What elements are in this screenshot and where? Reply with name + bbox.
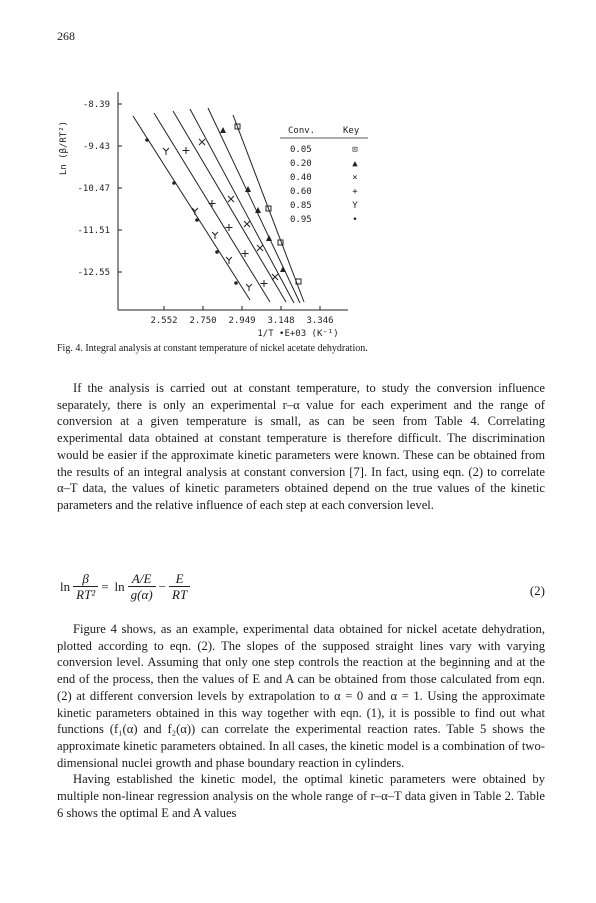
eq-numerator: E: [169, 571, 190, 587]
fit-line-0.95: [133, 116, 250, 300]
legend-conv: 0.60: [290, 187, 312, 197]
x-tick-label: 2.750: [189, 316, 217, 326]
paragraph-1-container: [57, 380, 545, 514]
legend-conv: 0.85: [290, 201, 312, 211]
legend-key: ⊡: [352, 145, 358, 155]
eq-denominator: g(α): [130, 587, 153, 602]
eq-minus: −: [158, 578, 166, 594]
y-tick-label: -12.55: [77, 268, 110, 278]
figure-4-plot: [0, 0, 596, 340]
paragraph: Having established the kinetic model, the optimal kinetic parameters were obtained by multiple non-linear regression analysis on the whole range of r–α–T data given in Table 2. Table 6 shows the optimal E and A values: [57, 772, 545, 820]
eq-ln: ln: [60, 578, 71, 594]
fit-lines: [133, 108, 304, 303]
eq-denominator: RT: [172, 587, 188, 602]
y-tick-label: -9.43: [82, 142, 110, 152]
legend-conv: 0.05: [290, 145, 312, 155]
legend-conv: 0.40: [290, 173, 312, 183]
paragraph: If the analysis is carried out at constant temperature, to study the conversion influence separately, there is only an experimental r–α value for each experiment and the range of conversion at a given temperature is small, as can be seen from Table 4. Correlating experimental data obtained at constant temperature is therefore difficult. The discrimination would be easier if the approximate kinetic parameters were known. These can be obtained from the results of an integral analysis at constant conversion [7]. In fact, using eqn. (2) to correlate α–T data, the values of kinetic parameters obtained depend on the true values of the kinetic parameters and the relative influence of each step at each conversion level.: [57, 381, 545, 512]
paragraph-2-container: [57, 621, 545, 821]
legend-key: •: [352, 215, 358, 225]
legend-conv: 0.95: [290, 215, 312, 225]
paragraph: Figure 4 shows, as an example, experimental data obtained for nickel acetate dehydration, plotted according to eqn. (2). The slopes of the supposed straight lines vary with varying conversion level. Assuming that only one step controls the reaction at the beginning and at the end of the process, then the values of E and A can be obtained from those calculated from eqn. (2) at different conversion levels by extrapolation to α = 0 and α = 1. Using the approximate kinetic parameters obtained in this way together with eqn. (1), it is possible to find out what functions (f₁(α) and f₂(α)) can correlate the experimental reaction rates. Table 5 shows the approximate kinetic parameters obtained. In all cases, the kinetic model is a combination of two-dimensional nuclei growth and phase boundary reaction in cylinders.: [57, 622, 545, 770]
eq-numerator: A/E: [128, 571, 156, 587]
y-ticks: [118, 104, 122, 272]
page-number: 268: [57, 29, 75, 43]
equation-number: (2): [529, 583, 545, 598]
fit-line-0.85: [154, 113, 270, 302]
x-tick-label: 3.346: [306, 316, 334, 326]
equation-2: [57, 571, 545, 615]
eq-equals: =: [101, 578, 109, 594]
markers-0.60: [183, 147, 268, 287]
legend-key: ×: [352, 173, 358, 183]
x-tick-label: 2.949: [228, 316, 256, 326]
legend-header-conv: Conv.: [288, 126, 316, 136]
x-ticks: [164, 306, 320, 310]
eq-denominator: RT²: [76, 587, 96, 602]
x-tick-label: 3.148: [267, 316, 295, 326]
y-axis-label: Ln (β/RT²): [59, 120, 69, 176]
legend-header-key: Key: [343, 126, 360, 136]
y-tick-label: -11.51: [77, 226, 110, 236]
eq-ln: ln: [114, 578, 125, 594]
legend: [280, 126, 368, 225]
y-tick-label: -10.47: [77, 184, 110, 194]
legend-key: Y: [352, 201, 358, 211]
legend-key: ▲: [352, 159, 358, 169]
figure-caption: Fig. 4. Integral analysis at constant temperature of nickel acetate dehydration.: [57, 343, 368, 354]
y-tick-label: -8.39: [82, 100, 110, 110]
x-tick-label: 2.552: [150, 316, 178, 326]
eq-numerator: β: [73, 571, 98, 587]
legend-conv: 0.20: [290, 159, 312, 169]
markers-0.95: [145, 138, 238, 285]
x-axis-label: 1/T •E+03 (K⁻¹): [257, 329, 339, 339]
legend-key: +: [352, 187, 358, 197]
fit-line-0.20: [208, 108, 300, 303]
